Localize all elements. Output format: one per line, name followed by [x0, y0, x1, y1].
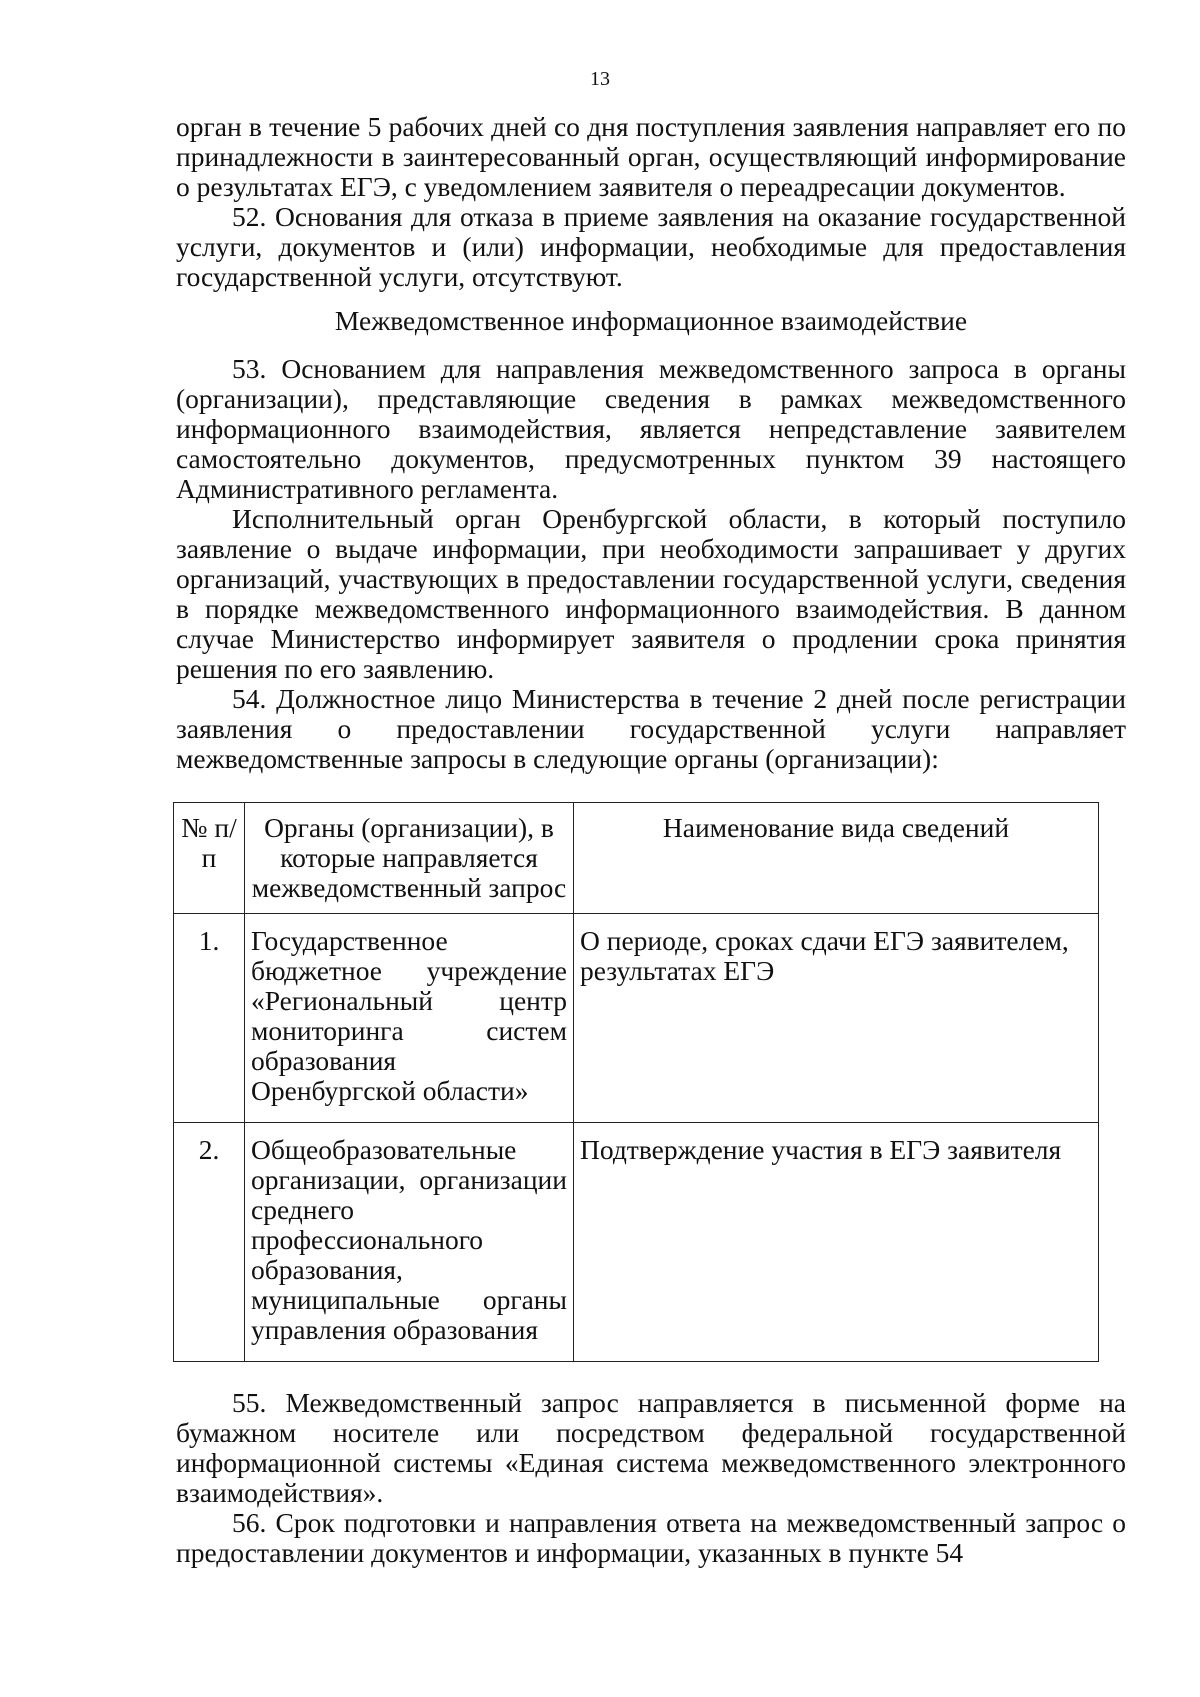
interagency-request-table	[173, 802, 1099, 1362]
paragraph-56: 56. Срок подготовки и направления ответа на межведомственный запрос о предоставлении документов и информации, указанных в пункте 54	[176, 1507, 1126, 1568]
document-body	[176, 112, 1126, 1568]
page-number: 13	[590, 68, 610, 90]
header-number: № п/п	[174, 803, 245, 914]
row-organization: Государственное бюджетное учреждение «Региональный центр мониторинга систем образования Оренбургской области»	[245, 914, 574, 1123]
table-header-row	[174, 803, 1099, 914]
paragraph-executive-body: Исполнительный орган Оренбургской области, в который поступило заявление о выдаче информации, при необходимости запрашивает у других организаций, участвующих в предоставлении государственной услуги, сведения в порядке межведомственного информационного взаимодействия. В данном случае Министерство информирует заявителя о продлении срока принятия решения по его заявлению.	[176, 503, 1126, 684]
paragraph-52: 52. Основания для отказа в приеме заявления на оказание государственной услуги, документов и (или) информации, необходимые для предоставления государственной услуги, отсутствуют.	[176, 201, 1126, 292]
section-heading: Межведомственное информационное взаимодействие	[334, 305, 968, 336]
row-info-type: О периоде, сроках сдачи ЕГЭ заявителем, результатах ЕГЭ	[574, 914, 1099, 1123]
paragraph-53: 53. Основанием для направления межведомственного запроса в органы (организации), представляющие сведения в рамках межведомственного информационного взаимодействия, является непредставление заявителем самостоятельно документов, предусмотренных пунктом 39 настоящего Административного регламента.	[176, 353, 1126, 504]
row-organization: Общеобразовательные организации, организации среднего профессионального образования, муниципальные органы управления образования	[245, 1123, 574, 1362]
row-number: 2.	[174, 1123, 245, 1362]
paragraph-continuation: орган в течение 5 рабочих дней со дня поступления заявления направляет его по принадлежности в заинтересованный орган, осуществляющий информирование о результатах ЕГЭ, с уведомлением заявителя о переадресации документов.	[176, 111, 1126, 202]
row-info-type: Подтверждение участия в ЕГЭ заявителя	[574, 1123, 1099, 1362]
row-number: 1.	[174, 914, 245, 1123]
header-organizations: Органы (организации), в которые направляется межведомственный запрос	[245, 803, 574, 914]
header-info-type: Наименование вида сведений	[574, 803, 1099, 914]
table-row	[174, 914, 1099, 1123]
paragraph-55: 55. Межведомственный запрос направляется в письменной форме на бумажном носителе или посредством федеральной государственной информационной системы «Единая система межведомственного электронного взаимодействия».	[176, 1387, 1126, 1508]
paragraph-54: 54. Должностное лицо Министерства в течение 2 дней после регистрации заявления о предоставлении государственной услуги направляет межведомственные запросы в следующие органы (организации):	[176, 683, 1126, 774]
table-row	[174, 1123, 1099, 1362]
